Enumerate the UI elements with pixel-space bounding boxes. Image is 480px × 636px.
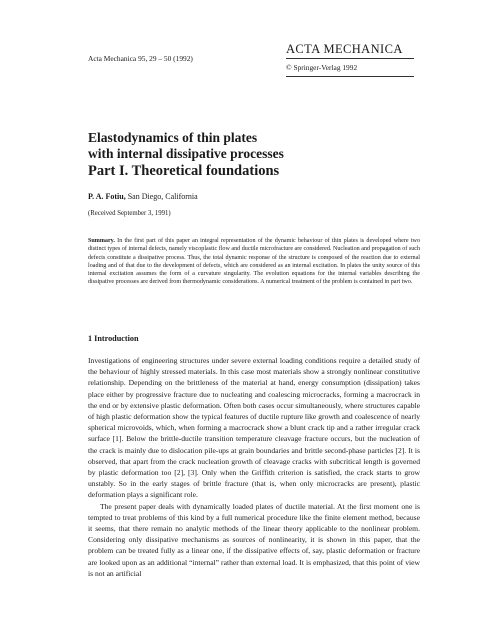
author-line xyxy=(88,192,198,201)
section-heading: 1 Introduction xyxy=(88,334,139,343)
summary-label: Summary. xyxy=(88,238,115,244)
paragraph: Investigations of engineering structures under severe external loading conditions require a detailed study of the behaviour of highly stressed materials. In this case most materials show a strongly nonlinear constitutive relationship. Depending on the brittleness of the material at hand, energy consumption (dissipation) takes place either by progressive fracture due to nucleating and coalescing microcracks, forming a macrocrack in the end or by extensive plastic deformation. Often both cases occur simultaneously, where structures capable of high plastic deformation show the typical features of ductile rupture like growth and coalescence of nearly spherical microvoids, which, when forming a macrocrack show a blunt crack tip and a rather irregular crack surface [1]. Below the brittle-ductile transition temperature cleavage fracture occurs, but the nucleation of the crack is mainly due to dislocation pile-ups at grain boundaries and brittle second-phase particles [2]. It is observed, that apart from the crack nucleation growth of cleavage cracks with subcritical length is governed by plastic deformation too [2], [3]. Only when the Griffith criterion is satisfied, the crack starts to grow unstably. So in the early stages of brittle fracture (that is, when only microcracks are present), plastic deformation plays a significant role. xyxy=(88,356,420,500)
title-line-1: Elastodynamics of thin plates xyxy=(88,130,258,145)
citation-line: Acta Mechanica 95, 29 – 50 (1992) xyxy=(88,54,193,63)
title-line-2: with internal dissipative processes xyxy=(88,146,284,161)
copyright-line: © Springer-Verlag 1992 xyxy=(286,59,414,77)
journal-name: ACTA MECHANICA xyxy=(286,42,414,59)
title-part: Part I. Theoretical foundations xyxy=(88,163,280,179)
paragraph: The present paper deals with dynamically loaded plates of ductile material. At the first moment one is tempted to treat problems of this kind by a full numerical procedure like the finite element method, because it seems, that there remain no analytic methods of the linear theory applicable to the nonlinear problem. Considering only dissipative mechanisms as sources of nonlinearity, it is shown in this paper, that the problem can be treated fully as a linear one, if the dissipative effects of, say, plastic deformation or fracture are looked upon as an additional “internal” rather than external load. It is emphasized, that this point of view is not an artificial xyxy=(88,501,420,578)
author-affiliation: San Diego, California xyxy=(125,192,198,201)
abstract xyxy=(88,237,420,287)
summary-text: In the first part of this paper an integral representation of the dynamic behaviour of thin plates is developed where two distinct types of internal defects, namely viscoplastic flow and ductile microfracture are considered. Nucleation and propagation of such defects constitute a dissipative process. Thus, the total dynamic response of the structure is composed of the reaction due to external loading and of that due to the development of defects, which are considered as an internal excitation. In plates the unity source of this internal excitation assumes the form of a curvature singularity. The evolution equations for the internal variables describing the dissipative processes are derived from thermodynamic considerations. A numerical treatment of the problem is contained in part two. xyxy=(88,238,420,286)
journal-masthead xyxy=(286,42,414,77)
author-name: P. A. Fotiu, xyxy=(88,192,126,201)
received-date: (Received September 3, 1991) xyxy=(88,210,171,217)
section-body xyxy=(88,355,420,579)
paper-title xyxy=(88,130,418,180)
